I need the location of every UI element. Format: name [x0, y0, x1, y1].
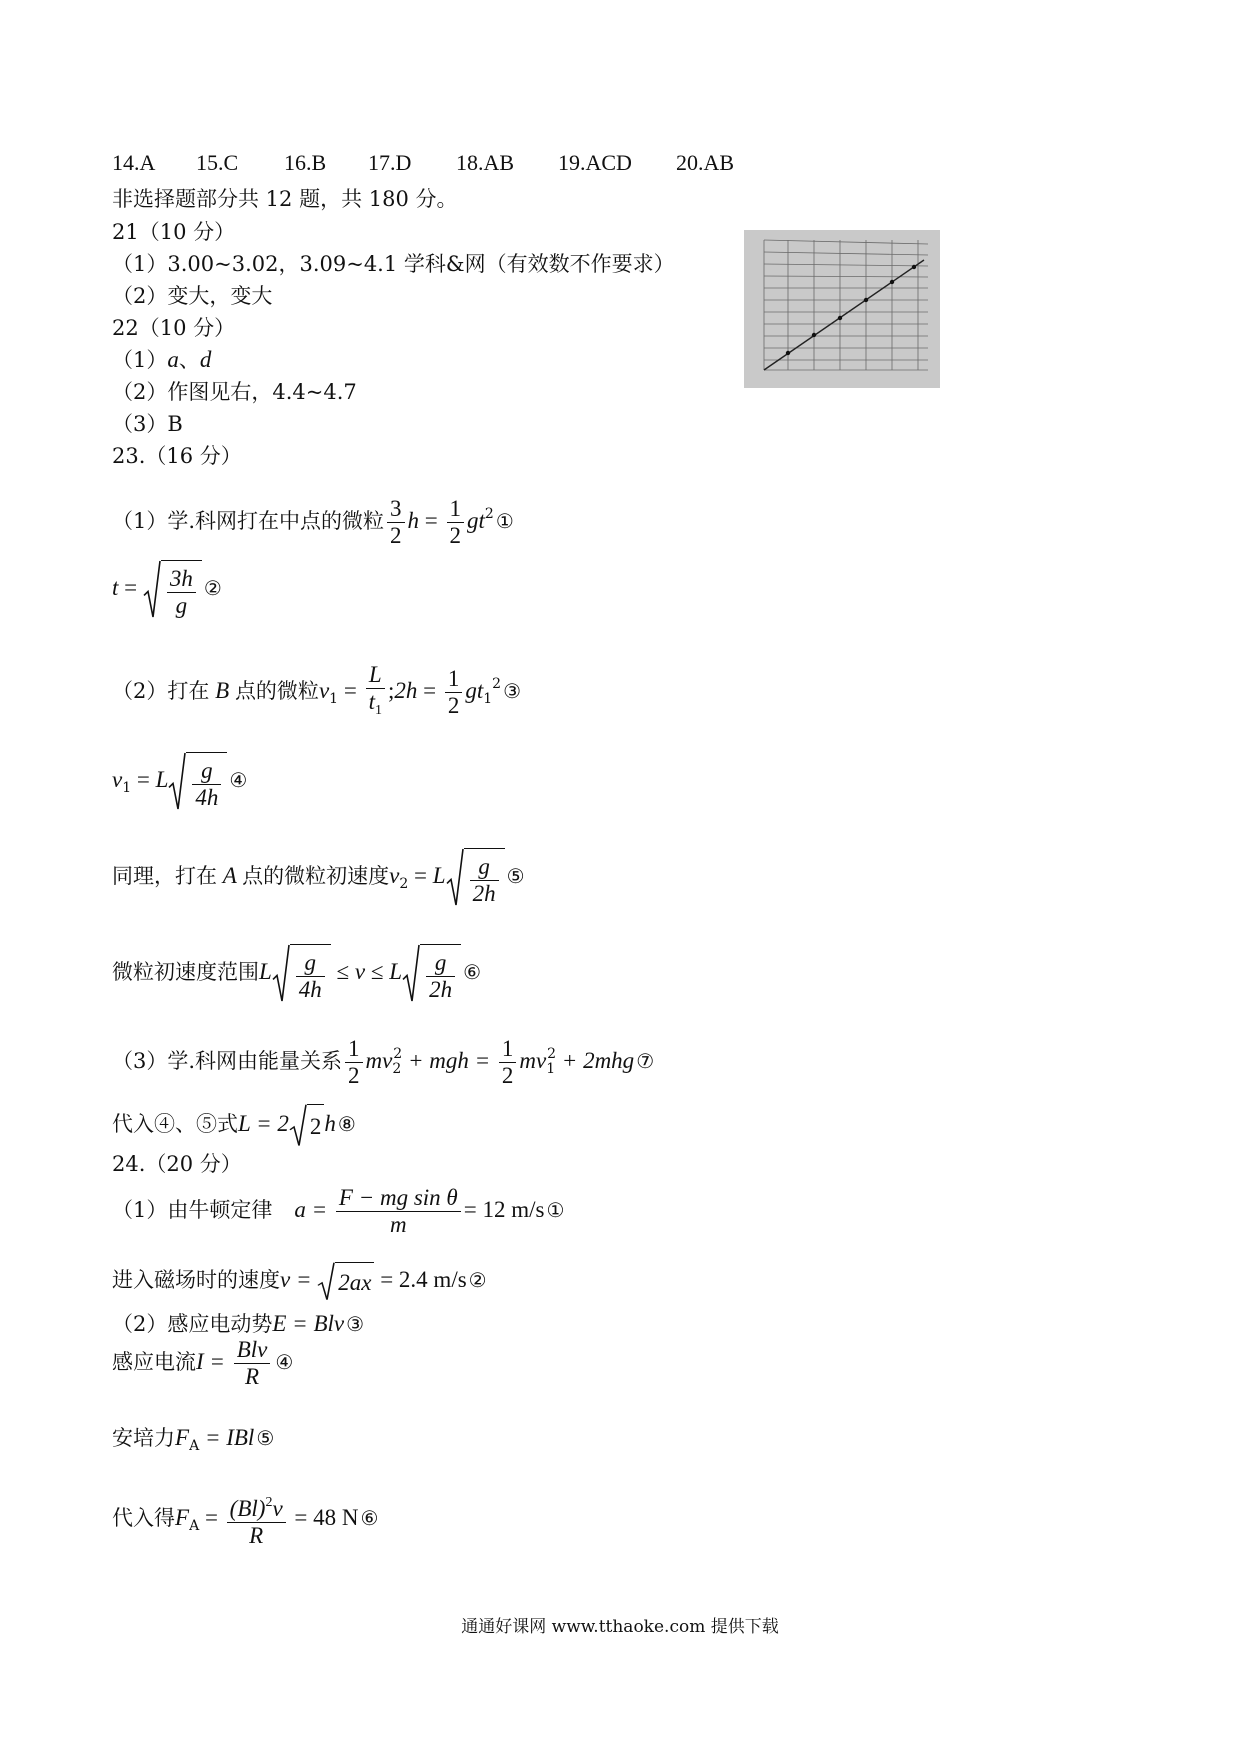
q23-range-equation: 微粒初速度范围L $\frac{g}{4h}$ ≤ v ≤ L $\frac{g}{2h}$ ⑥: [112, 944, 481, 1003]
answer-20: 20.AB: [676, 150, 735, 175]
q22-part1-d: d: [199, 347, 212, 372]
graph-figure: [744, 230, 940, 388]
answer-19: 19.ACD: [558, 150, 632, 175]
fraction-half: $\frac{1}{2}$: [447, 496, 465, 549]
answer-18: 18.AB: [456, 150, 515, 175]
answer-14: 14.A: [112, 150, 156, 175]
answer-15: 15.C: [196, 150, 239, 175]
q22-part1-prefix: （1）: [112, 348, 168, 372]
q23-part1-equation: （1）学.科网打在中点的微粒 $\frac{3}{2}$ h = $\frac{1}{2}$ $gt^2$ ①: [112, 496, 514, 548]
q24-heading: 24.（20 分）: [112, 1152, 242, 1176]
q24-ampere-equation: 安培力$F_A$ = IBl ⑤: [112, 1425, 275, 1454]
q24-velocity-equation: 进入磁场时的速度v = 2ax = 2.4 m/s ②: [112, 1262, 487, 1301]
q22-part1-sep: 、: [178, 348, 200, 372]
q23-time-equation: t = $\frac{3h}{g}$ ②: [112, 560, 222, 619]
q23-result-equation: 代入④、⑤式L = 2 2 h ⑧: [112, 1104, 356, 1147]
intro-text: 非选择题部分共 12 题，共 180 分。: [112, 187, 458, 211]
sqrt-3h-over-g: $\frac{3h}{g}$: [143, 560, 202, 619]
q22-heading: 22（10 分）: [112, 316, 236, 340]
q23-part1-text: （1）学.科网打在中点的微粒: [112, 509, 385, 533]
q22-part1: [112, 346, 211, 374]
footer-source: 通通好课网 www.tthaoke.com 提供下载: [461, 1617, 779, 1637]
q23-part3-equation: （3）学.科网由能量关系 $\frac{1}{2}$ $mv_2^2$ + mgh = $\frac{1}{2}$ $mv_1^2 + 2mhg$ ⑦: [112, 1036, 655, 1088]
q23-v2-equation: 同理，打在 A 点的微粒初速度$v_2 = L$ $\frac{g}{2h}$ ⑤: [112, 848, 525, 912]
q22-part3: （3）B: [112, 412, 183, 436]
answer-16: 16.B: [284, 150, 327, 175]
q21-part2: （2）变大，变大: [112, 284, 273, 308]
q24-current-equation: 感应电流I = $\frac{\text{Blv}}{R}$ ④: [112, 1337, 294, 1389]
answer-17: 17.D: [368, 150, 412, 175]
q22-part2: （2）作图见右，4.4~4.7: [112, 380, 357, 404]
q24-part1-equation: （1）由牛顿定律 a = $\frac{\text{F − mg sin θ}}{m}$ = 12 m/s ①: [112, 1185, 565, 1237]
fraction-3-over-2: $\frac{3}{2}$: [387, 496, 405, 549]
q23-heading: 23.（16 分）: [112, 444, 242, 468]
q21-heading: 21（10 分）: [112, 220, 236, 244]
q24-emf-equation: （2）感应电动势E = Blv ③: [112, 1311, 365, 1336]
q23-part2-equation: （2）打在 B 点的微粒$v_1$ = $\frac{L}{t_1}$ ;2h = $\frac{1}{2}$ $gt_1^2$ ③: [112, 656, 521, 727]
fraction-L-over-t1: $\frac{L}{t_1}$: [366, 662, 385, 724]
q21-part1: （1）3.00~3.02，3.09~4.1 学科&网（有效数不作要求）: [112, 252, 675, 276]
q24-result-equation: 代入得$F_A$ = $\frac{(Bl)^2v}{R}$ = 48 N ⑥: [112, 1490, 378, 1554]
q22-part1-a: a: [167, 347, 179, 372]
q23-v1-equation: $v_1 = L$ $\frac{g}{4h}$ ④: [112, 752, 247, 816]
